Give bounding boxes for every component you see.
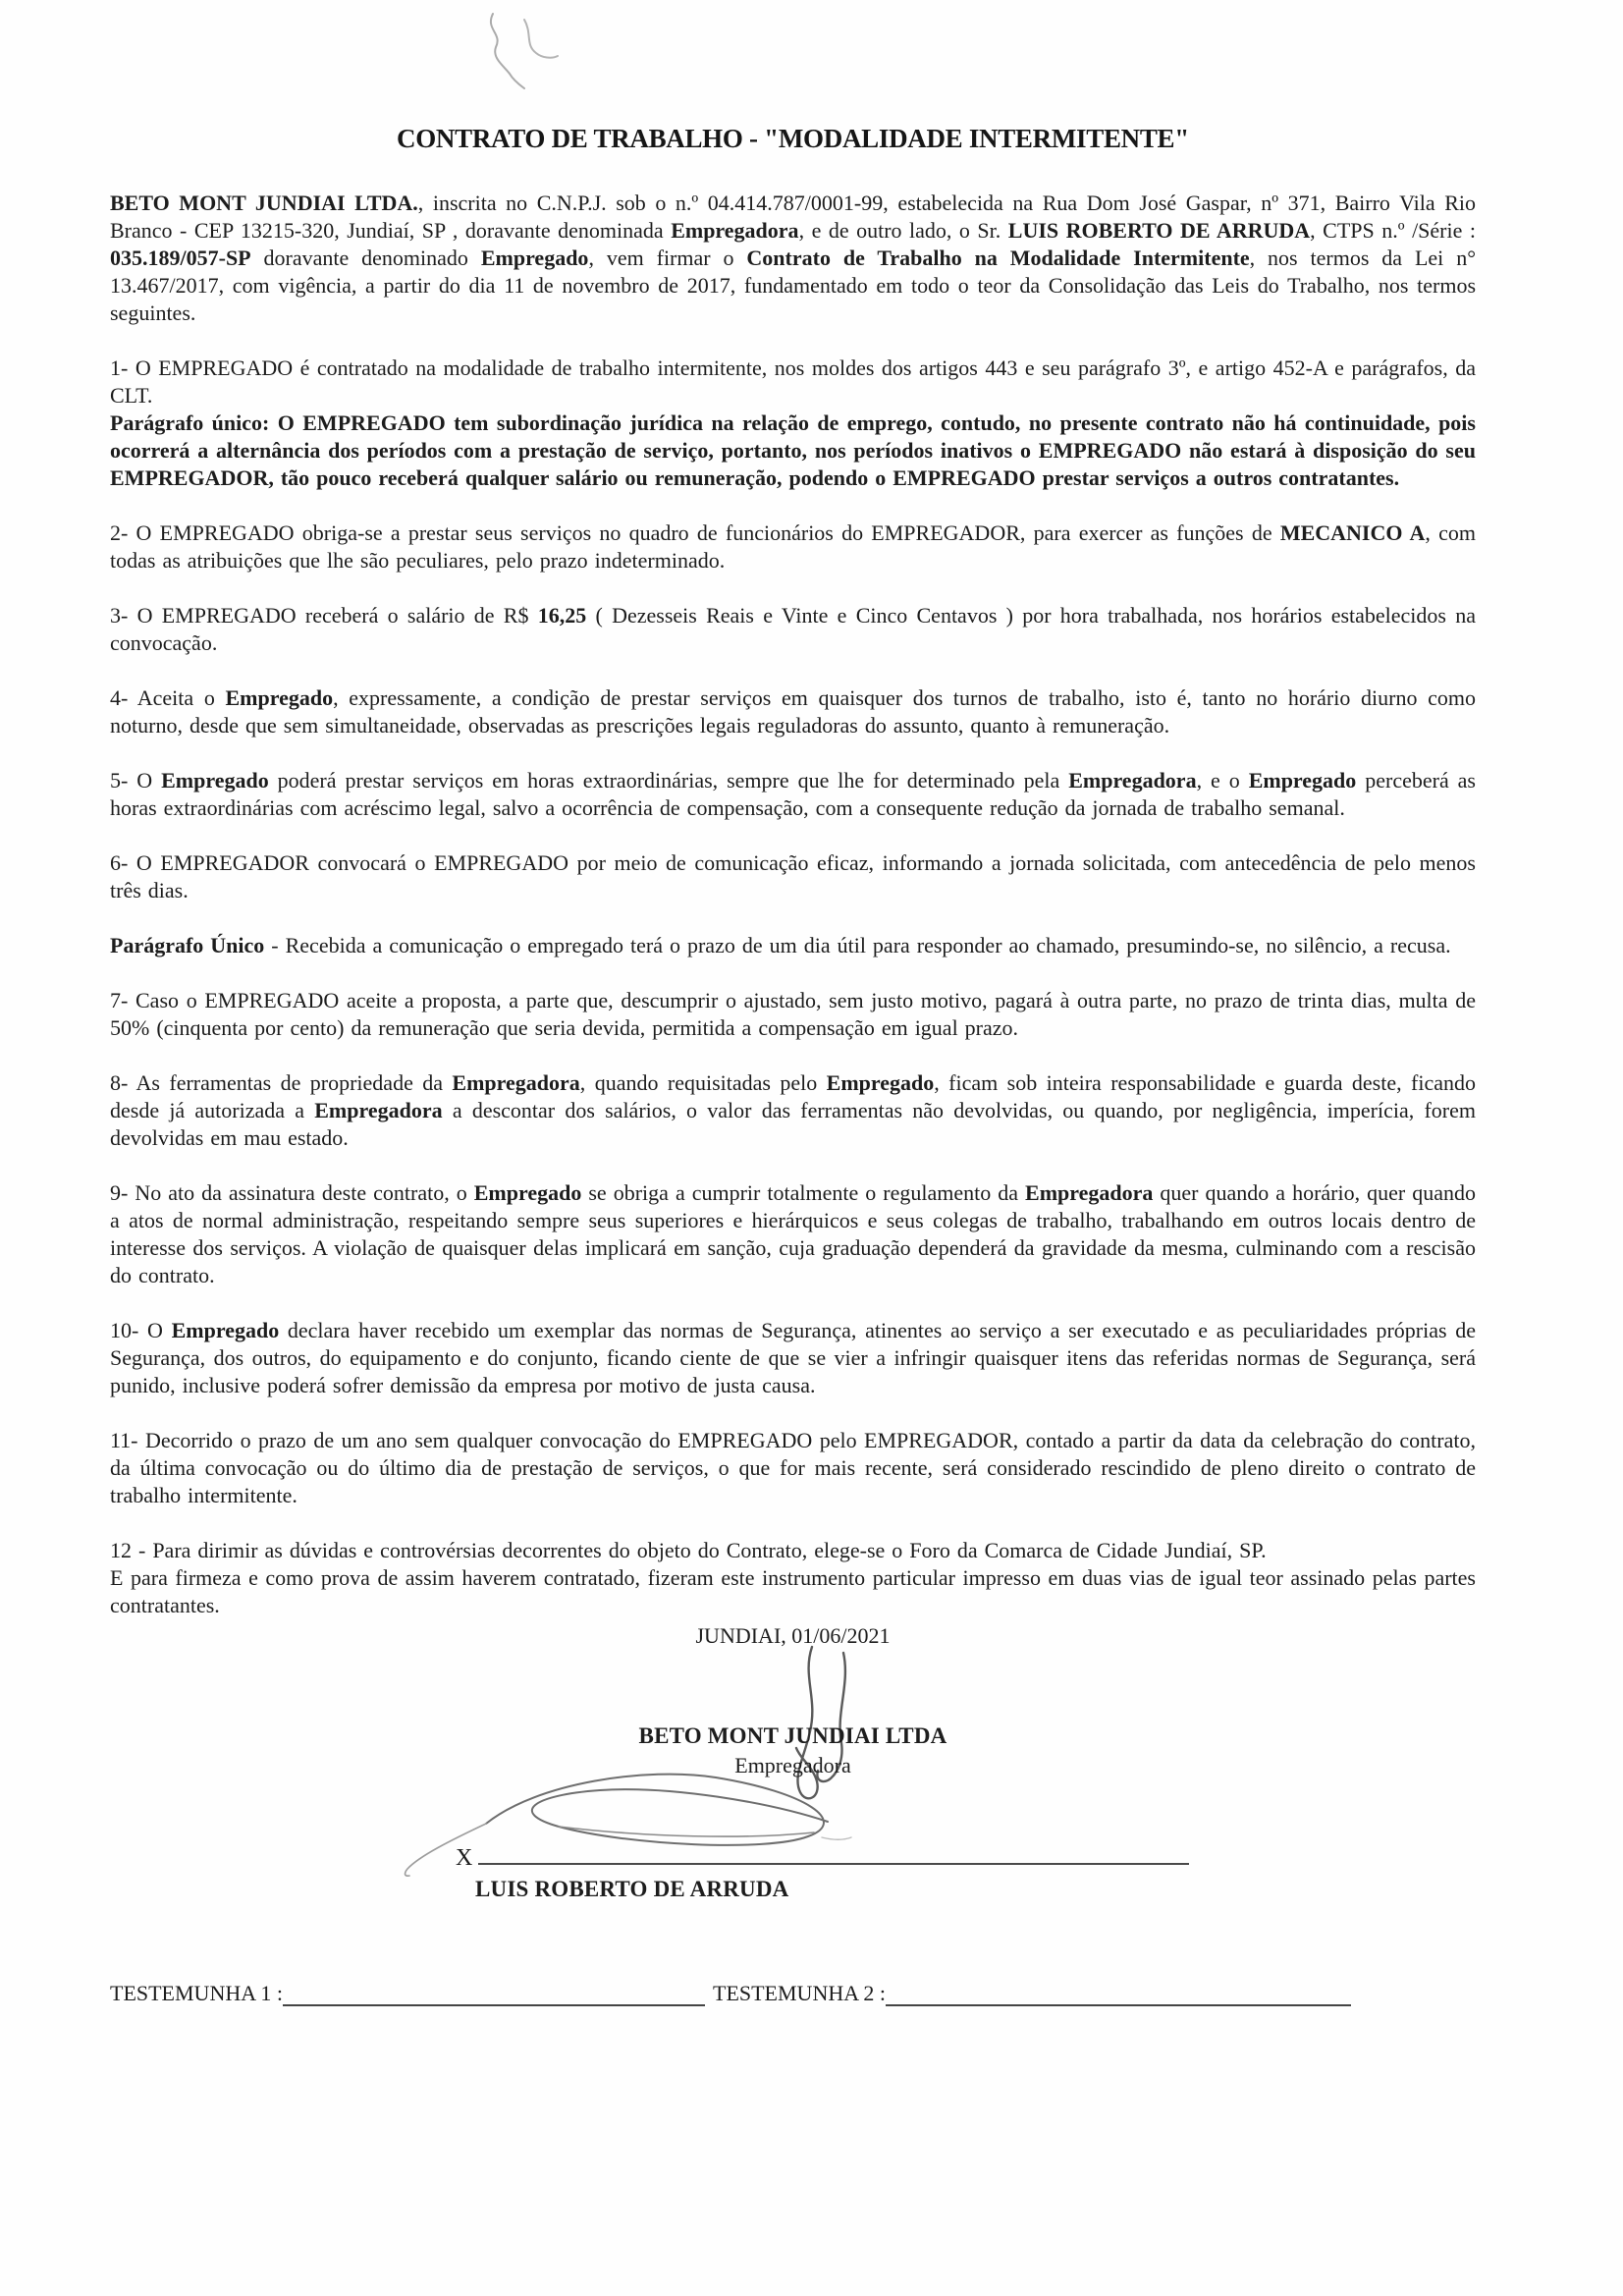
clause-9: 9- No ato da assinatura deste contrato, o Empregado se obriga a cumprir totalmente o regulamento da Empregadora quer quando a horário, quer quando a atos de normal administração, respeitando sempre seus superiores e hierárquicos e seus colegas de trabalho, trabalhando em outros locais dentro de interesse dos serviços. A violação de quaisquer delas implicará em sanção, cuja graduação dependerá da gravidade da mesma, culminando com a rescisão do contrato. — [110, 1180, 1477, 1287]
clause-3: 3- O EMPREGADO receberá o salário de R$ 16,25 ( Dezesseis Reais e Vinte e Cinco Centavos ) por hora trabalhada, nos horários estabelecidos na convocação. — [110, 603, 1476, 655]
intro-paragraph: BETO MONT JUNDIAI LTDA., inscrita no C.N.P.J. sob o n.º 04.414.787/0001-99, estabelecida na Rua Dom José Gaspar, nº 371, Bairro Vila Rio Branco - CEP 13215-320, Jundiaí, SP , doravante denominada Empregadora, e de outro lado, o Sr. LUIS ROBERTO DE ARRUDA, CTPS n.º /Série : 035.189/057-SP doravante denominado Empregado, vem firmar o Contrato de Trabalho na Modalidade Intermitente, nos termos da Lei n° 13.467/2017, com vigência, a partir do dia 11 de novembro de 2017, fundamentado em todo o teor da Consolidação das Leis do Trabalho, nos termos seguintes. — [110, 191, 1476, 325]
clause-7: 7- Caso o EMPREGADO aceite a proposta, a parte que, descumprir o ajustado, sem justo motivo, pagará à outra parte, no prazo de trinta dias, multa de 50% (cinquenta por cento) da remuneração que seria devida, permitida a compensação em igual prazo. — [110, 988, 1476, 1040]
clause-12: 12 - Para dirimir as dúvidas e controvérsias decorrentes do objeto do Contrato, elege-se o Foro da Comarca de Cidade Jundiaí, SP. — [110, 1538, 1267, 1562]
pen-mark-scribble — [463, 8, 571, 106]
x-mark: X — [456, 1845, 473, 1871]
clause-1: 1- O EMPREGADO é contratado na modalidade de trabalho intermitente, nos moldes dos artigos 443 e seu parágrafo 3º, e artigo 452-A e parágrafos, da CLT. — [110, 355, 1476, 408]
clause-4: 4- Aceita o Empregado, expressamente, a condição de prestar serviços em quaisquer dos turnos de trabalho, isto é, tanto no horário diurno como noturno, desde que sem simultaneidade, observadas as prescrições legais reguladoras do assunto, quanto à remuneração. — [110, 685, 1476, 738]
clause-5: 5- O Empregado poderá prestar serviços em horas extraordinárias, sempre que lhe for determinado pela Empregadora, e o Empregado perceberá as horas extraordinárias com acréscimo legal, salvo a ocorrência de compensação, com a consequente redução da jornada de trabalho semanal. — [110, 768, 1476, 820]
employee-signature-line — [456, 1841, 1189, 1872]
clause-11: 11- Decorrido o prazo de um ano sem qualquer convocação do EMPREGADO pelo EMPREGADOR, contado a partir da data da celebração do contrato, da última convocação ou do último dia de prestação de serviços, o que for mais recente, será considerado rescindido de pleno direito o contrato de trabalho intermitente. — [110, 1428, 1476, 1507]
paragrafo-unico: Parágrafo Único - Recebida a comunicação o empregado terá o prazo de um dia útil para responder ao chamado, presumindo-se, no silêncio, a recusa. — [110, 933, 1451, 957]
witness-2-line — [886, 1983, 1351, 2006]
closing-statement: E para firmeza e como prova de assim haverem contratado, fizeram este instrumento particular impresso em duas vias de igual teor assinado pelas partes contratantes. — [110, 1565, 1476, 1617]
witness-row — [110, 1981, 1476, 2006]
clause-2: 2- O EMPREGADO obriga-se a prestar seus serviços no quadro de funcionários do EMPREGADOR, para exercer as funções de MECANICO A, com todas as atribuições que lhe são peculiares, pelo prazo indeterminado. — [110, 520, 1476, 573]
employer-role-label: Empregadora — [734, 1753, 851, 1777]
signature-block — [110, 1649, 1476, 1981]
date-line: JUNDIAI, 01/06/2021 — [695, 1623, 891, 1648]
employee-name: LUIS ROBERTO DE ARRUDA — [475, 1877, 789, 1901]
clause-8: 8- As ferramentas de propriedade da Empregadora, quando requisitadas pelo Empregado, ficam sob inteira responsabilidade e guarda deste, ficando desde já autorizada a Empregadora a descontar dos salários, o valor das ferramentas não devolvidas, ou quando, por negligência, imperícia, forem devolvidas em mau estado. — [110, 1070, 1477, 1150]
employer-name: BETO MONT JUNDIAI LTDA — [638, 1723, 947, 1748]
clause-6: 6- O EMPREGADOR convocará o EMPREGADO por meio de comunicação eficaz, informando a jornada solicitada, com antecedência de pelo menos três dias. — [110, 850, 1476, 902]
signature-rule — [478, 1841, 1189, 1865]
witness-1-label: TESTEMUNHA 1 : — [110, 1981, 283, 2005]
clause-1-paragrafo-unico: Parágrafo único: O EMPREGADO tem subordinação jurídica na relação de emprego, contudo, no presente contrato não há continuidade, pois ocorrerá a alternância dos períodos com a prestação de serviço, portanto, nos períodos inativos o EMPREGADO não estará à disposição do seu EMPREGADOR, tão pouco receberá qualquer salário ou remuneração, podendo o EMPREGADO prestar serviços a outros contratantes. — [110, 410, 1476, 490]
document-title: CONTRATO DE TRABALHO - "MODALIDADE INTERMITENTE" — [397, 124, 1189, 153]
clause-10: 10- O Empregado declara haver recebido um exemplar das normas de Segurança, atinentes ao serviço a ser executado e as peculiaridades próprias de Segurança, dos outros, do equipamento e do conjunto, ficando ciente de que se vier a infringir quaisquer itens das referidas normas de Segurança, será punido, inclusive poderá sofrer demissão da empresa por motivo de justa causa. — [110, 1318, 1476, 1397]
witness-1-line — [283, 1983, 705, 2006]
witness-2-label: TESTEMUNHA 2 : — [713, 1981, 886, 2005]
